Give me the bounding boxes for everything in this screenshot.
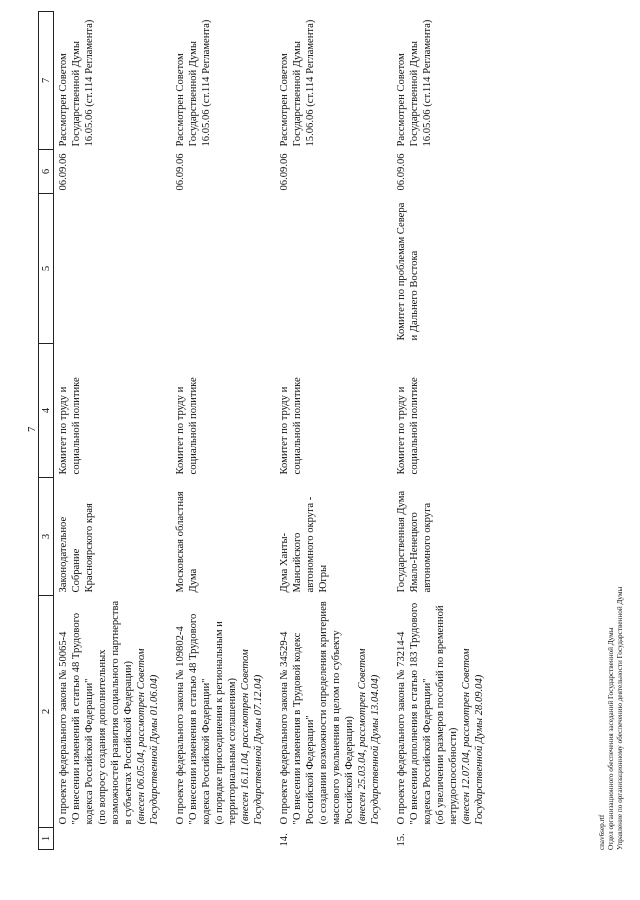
co-committee <box>171 194 275 344</box>
initiator: Московская областная Дума <box>175 491 199 593</box>
page-number: 7 <box>26 426 38 432</box>
bill-title: О проекте федерального закона № 34529-4 <box>279 631 290 825</box>
bill-subject: (по вопросу создания дополнительных возможностей развития социального партнерства в субъектах Российской Федерации) <box>97 600 134 825</box>
status: Рассмотрен Советом Государственной Думы 16.05.06 (ст.114 Регламента) <box>58 19 95 147</box>
bill-history: (внесен 25.03.04, рассмотрен Советом Государственной Думы 13.04.04) <box>357 648 381 825</box>
responsible-committee: Комитет по труду и социальной политике <box>279 377 303 475</box>
bill-history: (внесен 12.07.04, рассмотрен Советом Государственной Думы 28.09.04) <box>461 648 485 825</box>
row-number: 15. <box>396 833 407 847</box>
status: Рассмотрен Советом Государственной Думы 15.06.06 (ст.114 Регламента) <box>279 19 316 147</box>
co-committee: Комитет по проблемам Севера и Дальнего Востока <box>396 202 420 341</box>
initiator: Законодательное Собрание Красноярского края <box>58 503 95 593</box>
date: 06.09.06 <box>396 153 407 191</box>
bill-subject: (о создании возможности определения критериев массового увольнения в целом по субъекту Российской Федерации) <box>318 601 355 825</box>
co-committee <box>275 194 392 344</box>
status: Рассмотрен Советом Государственной Думы 16.05.06 (ст.114 Регламента) <box>175 19 212 147</box>
bill-name: "О внесении изменения в статью 48 Трудового кодекса Российской Федерации" <box>188 613 212 825</box>
bill-name: "О внесении изменений в статью 48 Трудового кодекса Российской Федерации" <box>71 612 95 825</box>
agenda-table <box>38 11 496 850</box>
table-row <box>171 12 275 850</box>
bill-description <box>275 596 392 828</box>
bill-history: (внесен 16.11.04, рассмотрен Советом Государственной Думы 07.12.04) <box>240 649 264 825</box>
table-row <box>54 12 172 850</box>
responsible-committee: Комитет по труду и социальной политике <box>175 377 199 475</box>
bill-description <box>392 596 496 828</box>
initiator: Государственная Дума Ямало-Ненецкого автономного округа <box>396 490 433 593</box>
footer-directorate: Управление по организационному обеспечению деятельности Государственной Думы <box>616 586 624 850</box>
co-committee <box>54 194 172 344</box>
date: 06.09.06 <box>279 153 290 191</box>
bill-title: О проекте федерального закона № 109802-4 <box>175 626 186 825</box>
column-header: 3 <box>39 478 54 596</box>
column-header: 2 <box>39 596 54 828</box>
column-header: 5 <box>39 194 54 344</box>
bill-description <box>171 596 275 828</box>
bill-name: "О внесении изменения в Трудовой кодекс Российской Федерации" <box>292 632 316 825</box>
column-header: 7 <box>39 12 54 150</box>
responsible-committee: Комитет по труду и социальной политике <box>396 377 420 475</box>
date: 06.09.06 <box>175 153 186 191</box>
row-number <box>54 828 172 850</box>
column-header: 4 <box>39 344 54 478</box>
date: 06.09.06 <box>58 153 69 191</box>
footer-department: Отдел организационного обеспечения заседаний Государственной Думы <box>607 627 615 850</box>
column-number-header <box>39 12 54 850</box>
table-row <box>392 12 496 850</box>
column-header: 6 <box>39 150 54 194</box>
footer-filename: cnav6sep.rtf <box>598 814 606 850</box>
bill-title: О проекте федерального закона № 50065-4 <box>58 631 69 825</box>
table-row <box>275 12 392 850</box>
bill-history: (внесен 06.05.04, рассмотрен Советом Государственной Думы 01.06.04) <box>136 648 160 825</box>
bill-subject: (о порядке присоединения к региональным и территориальным соглашениям) <box>214 621 238 825</box>
bill-description <box>54 596 172 828</box>
bill-title: О проекте федерального закона № 73214-4 <box>396 631 407 825</box>
bill-subject: (об увеличении размеров пособий по временной нетрудоспособности) <box>435 605 459 825</box>
row-number <box>171 828 275 850</box>
bill-name: "О внесении дополнения в статью 183 Трудового кодекса Российской Федерации" <box>409 602 433 825</box>
status: Рассмотрен Советом Государственной Думы 16.05.06 (ст.114 Регламента) <box>396 19 433 147</box>
column-header: 1 <box>39 828 54 850</box>
initiator: Дума Ханты-Мансийского автономного округа - Югры <box>279 496 329 593</box>
row-number: 14. <box>279 833 290 847</box>
responsible-committee: Комитет по труду и социальной политике <box>58 377 82 475</box>
document-footer <box>598 587 625 850</box>
